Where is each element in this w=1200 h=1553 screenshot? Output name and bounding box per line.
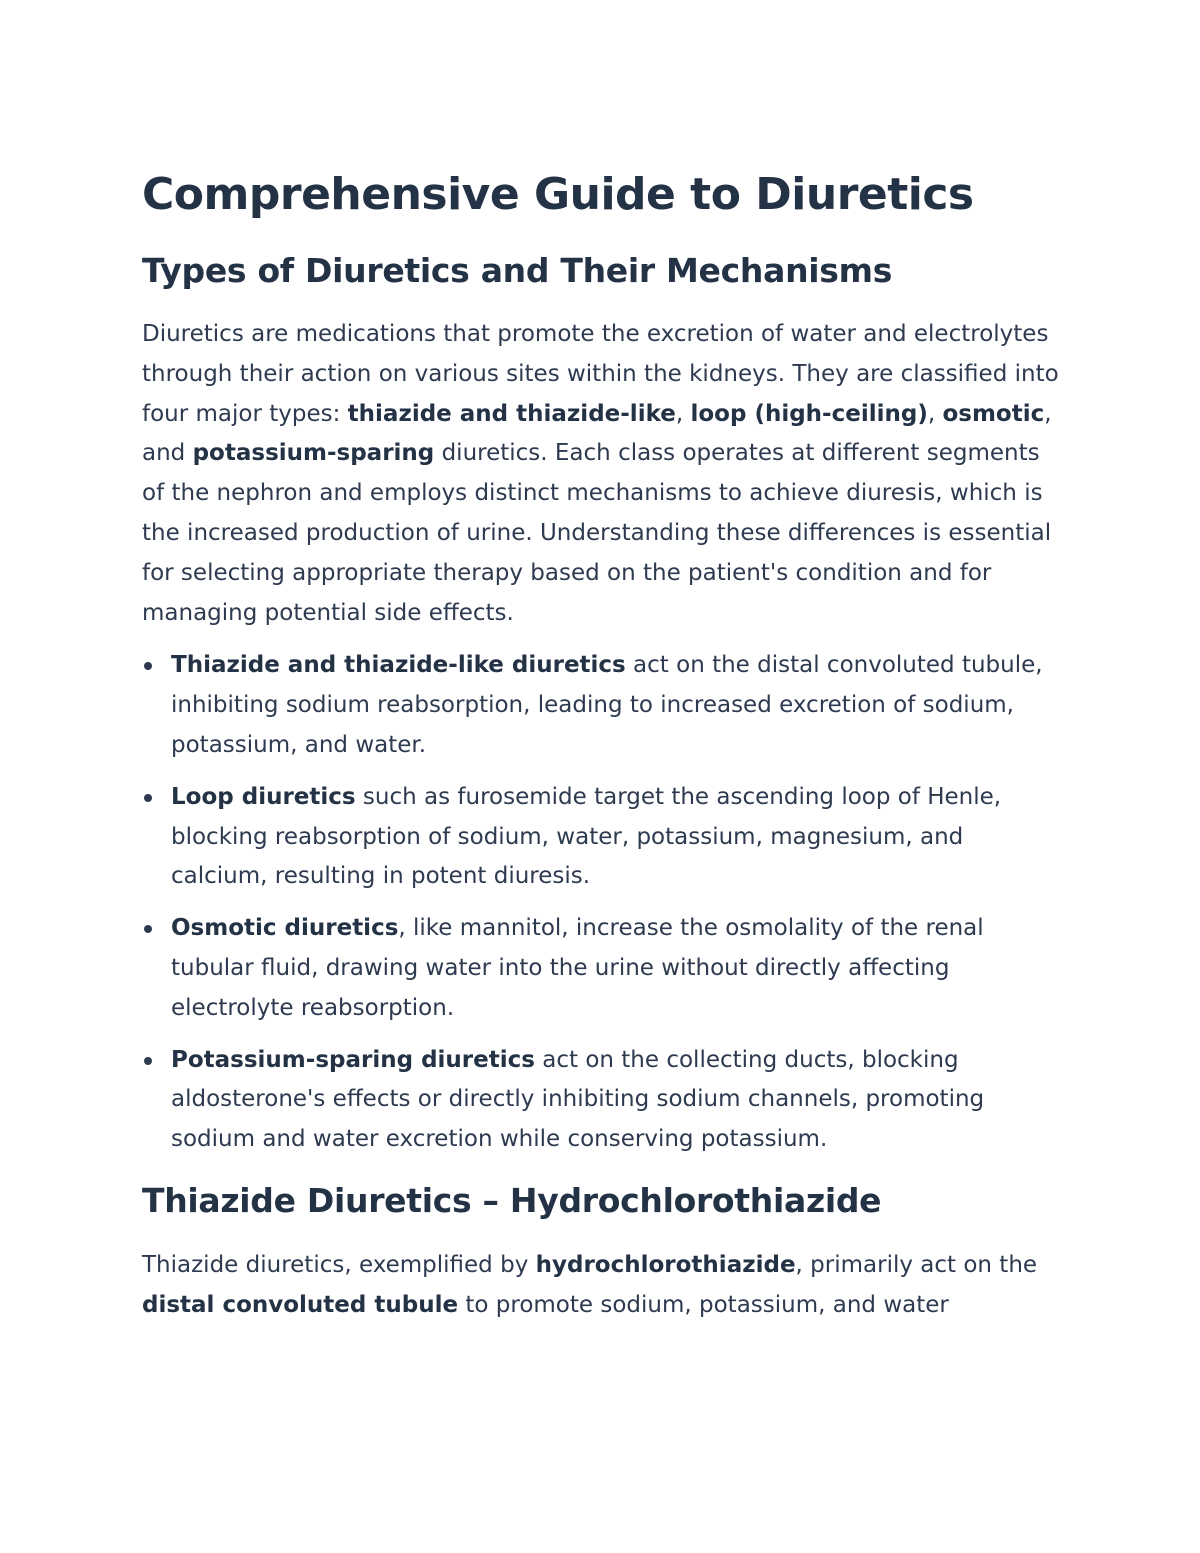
list-item-term: Potassium-sparing diuretics: [171, 1046, 535, 1073]
document-title: Comprehensive Guide to Diuretics: [142, 169, 974, 220]
intro-text: to promote sodium, potassium, and water: [458, 1291, 949, 1318]
intro-text: Thiazide diuretics, exemplified by: [142, 1251, 536, 1278]
thiazide-intro-paragraph: [142, 1246, 1060, 1326]
list-item-osmotic: [142, 909, 1060, 1028]
diuretic-types-list: [142, 646, 1060, 1160]
intro-text: diuretics. Each class operates at different segments of the nephron and employs distinct mechanisms to achieve diuresis, which is the increased production of urine. Understanding these differences is essential for selecting appropriate therapy based on the patient's condition and for managing potential side effects.: [142, 440, 1052, 626]
list-item-term: Loop diuretics: [171, 783, 356, 810]
list-item-term: Osmotic diuretics: [171, 915, 399, 942]
list-item-thiazide: [142, 646, 1060, 765]
list-item-text: act on the distal convoluted tubule, inhibiting sodium reabsorption, leading to increased excretion of sodium, potassium, and water.: [171, 652, 1043, 758]
intro-text: ,: [927, 400, 943, 427]
intro-term-hydrochlorothiazide: hydrochlorothiazide: [535, 1251, 796, 1278]
list-item-text: act on the collecting ducts, blocking aldosterone's effects or directly inhibiting sodium channels, promoting sodium and water excretion while conserving potassium.: [171, 1046, 985, 1153]
intro-term-loop: loop (high-ceiling): [690, 400, 928, 427]
intro-text: , and: [142, 400, 1052, 467]
intro-term-osmotic: osmotic: [942, 400, 1045, 427]
list-item-text: , like mannitol, increase the osmolality of the renal tubular fluid, drawing water into the urine without directly affecting electrolyte reabsorption.: [171, 915, 984, 1021]
section-heading-thiazide: Thiazide Diuretics – Hydrochlorothiazide: [142, 1180, 882, 1220]
intro-term-distal-convoluted-tubule: distal convoluted tubule: [142, 1291, 459, 1318]
list-item-term: Thiazide and thiazide-like diuretics: [171, 652, 626, 679]
intro-term-potassium-sparing: potassium-sparing: [192, 440, 435, 467]
list-item-text: such as furosemide target the ascending loop of Henle, blocking reabsorption of sodium, water, potassium, magnesium, and calcium, resulting in potent diuresis.: [171, 783, 1002, 890]
list-item-potassium-sparing: [142, 1041, 1060, 1160]
list-item-loop: [142, 778, 1060, 897]
intro-text: Diuretics are medications that promote the excretion of water and electrolytes through their action on various sites within the kidneys. They are classified into four major types:: [142, 321, 1059, 427]
section-heading-types: Types of Diuretics and Their Mechanisms: [142, 251, 893, 290]
types-intro-paragraph: [142, 315, 1060, 633]
intro-term-thiazide: thiazide and thiazide-like: [347, 400, 676, 427]
intro-text: , primarily act on the: [795, 1251, 1038, 1278]
intro-text: ,: [675, 400, 691, 427]
